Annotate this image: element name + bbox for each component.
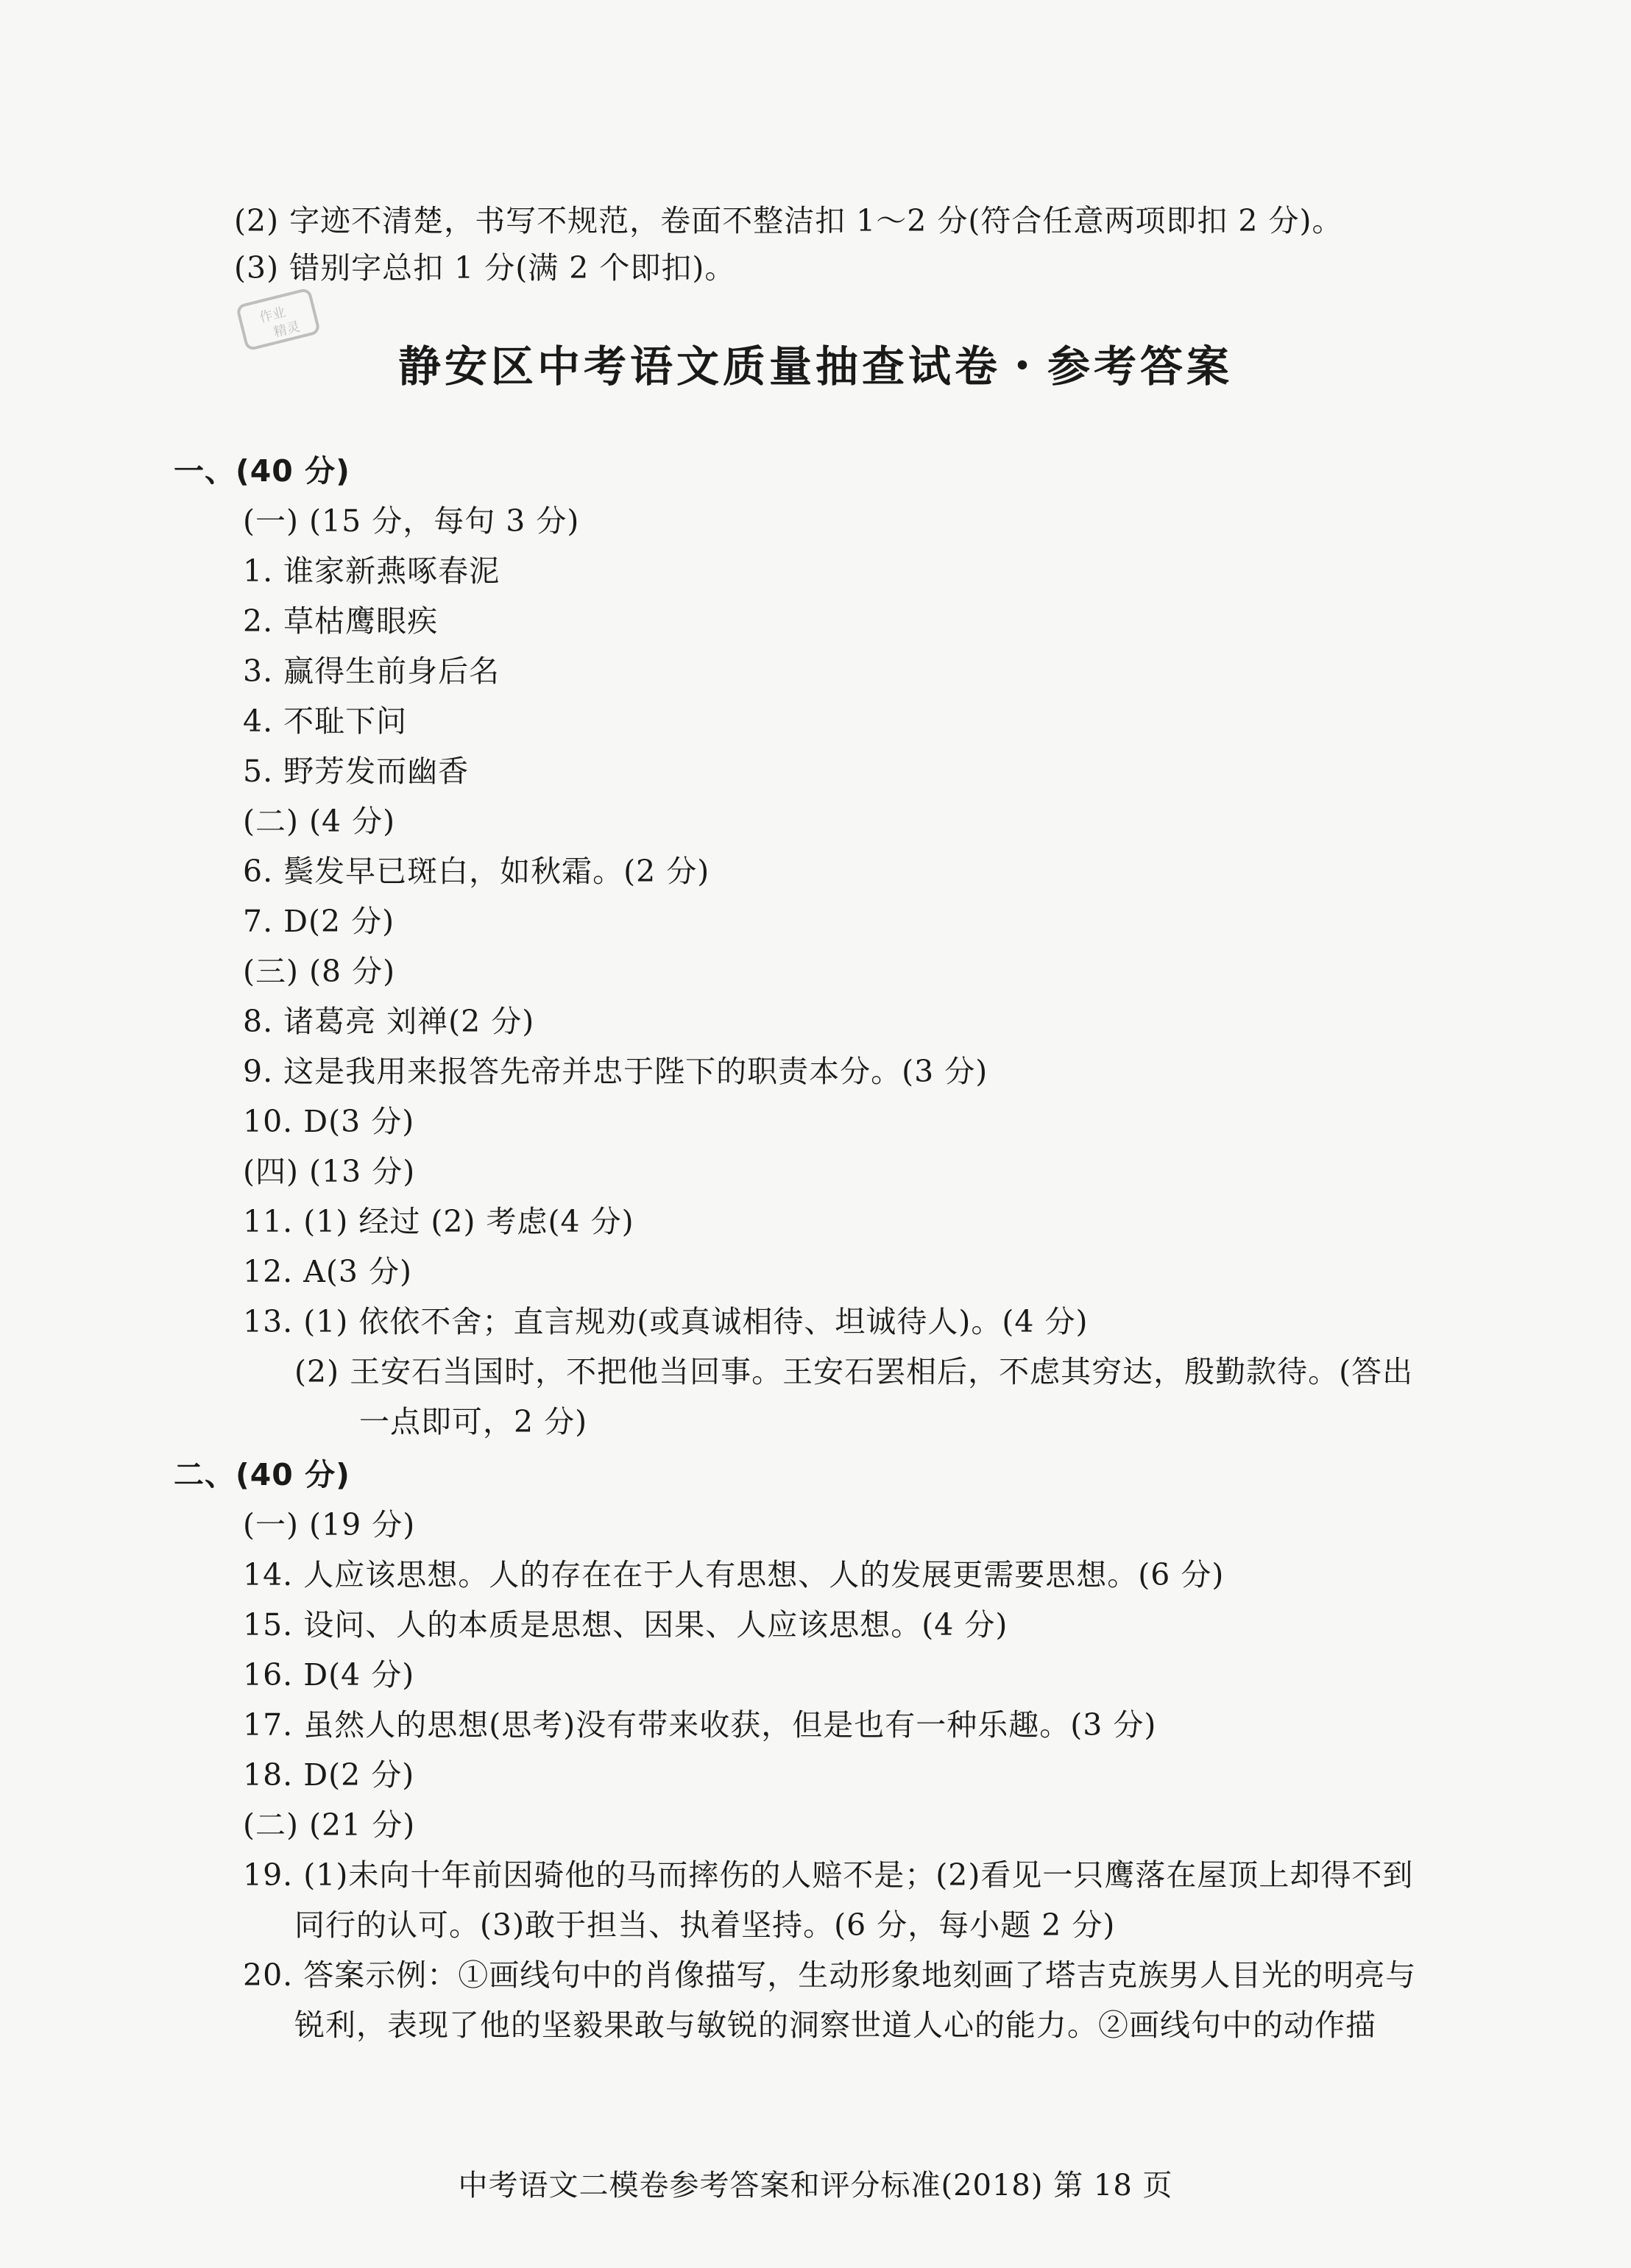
section-1-line: 7. D(2 分) [243, 904, 395, 939]
section-1-line: (2) 王安石当国时，不把他当回事。王安石罢相后，不虑其穷达，殷勤款待。(答出 [294, 1354, 1414, 1389]
section-1-heading: 一、(40 分) [174, 453, 350, 489]
section-1-line: 9. 这是我用来报答先帝并忠于陛下的职责本分。(3 分) [243, 1054, 988, 1089]
section-2-line: 16. D(4 分) [243, 1657, 415, 1693]
section-2-line: 20. 答案示例：①画线句中的肖像描写，生动形象地刻画了塔吉克族男人目光的明亮与 [243, 1957, 1417, 1993]
section-2-line: 锐利，表现了他的坚毅果敢与敏锐的洞察世道人心的能力。②画线句中的动作描 [294, 2007, 1376, 2043]
section-1-line: (四) (13 分) [243, 1154, 416, 1189]
section-1-line: 12. A(3 分) [243, 1254, 412, 1289]
scoring-rule-2: (2) 字迹不清楚，书写不规范，卷面不整洁扣 1～2 分(符合任意两项即扣 2 分)。 [234, 203, 1343, 238]
section-1-line: 5. 野芳发而幽香 [243, 754, 470, 789]
section-1-line: 13. (1) 依依不舍；直言规劝(或真诚相待、坦诚待人)。(4 分) [243, 1304, 1089, 1339]
section-2-line: (二) (21 分) [243, 1807, 416, 1843]
section-1-line: 4. 不耻下问 [243, 704, 408, 739]
section-1-line: (三) (8 分) [243, 954, 396, 989]
page-title: 静安区中考语文质量抽查试卷・参考答案 [397, 341, 1233, 391]
section-1-line: 2. 草枯鹰眼疾 [243, 603, 439, 639]
section-1-line: (二) (4 分) [243, 804, 396, 839]
section-1-line: 1. 谁家新燕啄春泥 [243, 553, 500, 589]
section-2-heading: 二、(40 分) [174, 1457, 350, 1492]
section-1-line: 一点即可，2 分) [359, 1404, 588, 1439]
section-2-line: 14. 人应该思想。人的存在在于人有思想、人的发展更需要思想。(6 分) [243, 1557, 1225, 1592]
section-1-line: 10. D(3 分) [243, 1104, 415, 1139]
section-2-line: 同行的认可。(3)敢于担当、执着坚持。(6 分，每小题 2 分) [294, 1907, 1116, 1943]
section-1-line: (一) (15 分，每句 3 分) [243, 503, 580, 539]
section-1-line: 3. 赢得生前身后名 [243, 653, 500, 689]
svg-text:作业: 作业 [258, 304, 288, 326]
section-2-line: 15. 设问、人的本质是思想、因果、人应该思想。(4 分) [243, 1607, 1008, 1642]
scoring-rule-3: (3) 错别字总扣 1 分(满 2 个即扣)。 [234, 250, 736, 286]
section-1-line: 6. 鬓发早已斑白，如秋霜。(2 分) [243, 854, 710, 889]
section-2-line: 18. D(2 分) [243, 1757, 415, 1793]
section-1-line: 8. 诸葛亮 刘禅(2 分) [243, 1004, 535, 1039]
section-2-line: (一) (19 分) [243, 1507, 416, 1542]
section-2-line: 17. 虽然人的思想(思考)没有带来收获，但是也有一种乐趣。(3 分) [243, 1707, 1157, 1743]
section-2-line: 19. (1)未向十年前因骑他的马而摔伤的人赔不是；(2)看见一只鹰落在屋顶上却得不到 [243, 1857, 1414, 1893]
section-1-line: 11. (1) 经过 (2) 考虑(4 分) [243, 1204, 634, 1239]
page-footer: 中考语文二模卷参考答案和评分标准(2018) 第 18 页 [458, 2169, 1173, 2203]
svg-text:精灵: 精灵 [272, 319, 302, 341]
